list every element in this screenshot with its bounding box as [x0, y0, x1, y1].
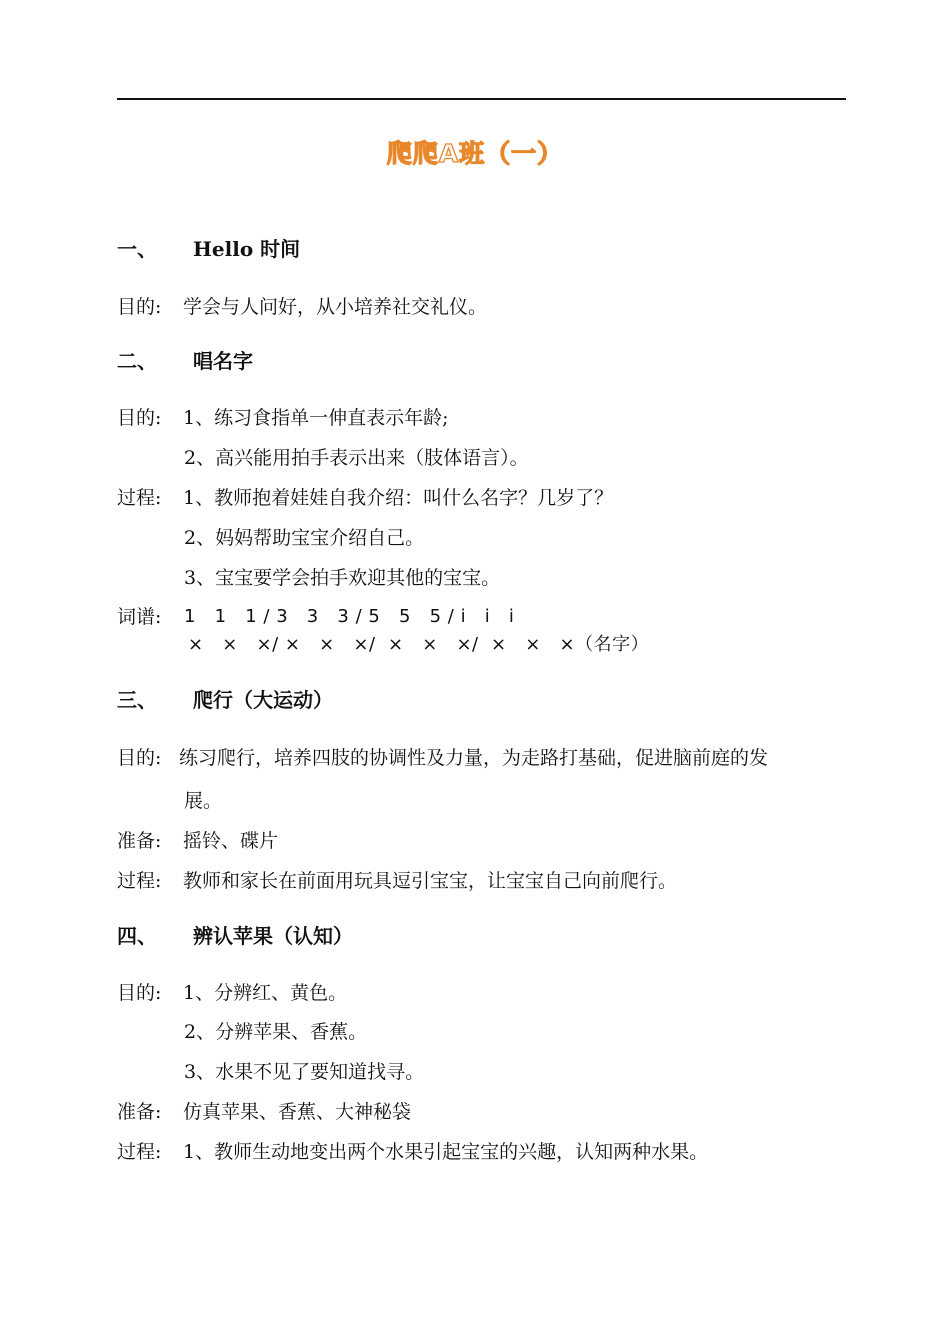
- purpose-text: 学会与人问好，从小培养社交礼仪。: [183, 296, 488, 318]
- section-4-process: [117, 1140, 708, 1164]
- section-1-heading: [117, 237, 300, 261]
- header-rule: [117, 98, 846, 100]
- purpose-text: 展。: [184, 790, 223, 812]
- process-text: 1、教师生动地变出两个水果引起宝宝的兴趣，认知两种水果。: [183, 1141, 709, 1163]
- score-label: 词谱:: [117, 606, 162, 628]
- prep-label: 准备:: [117, 1101, 162, 1123]
- prep-text: 仿真苹果、香蕉、大神秘袋: [183, 1101, 412, 1123]
- purpose-label: 目的:: [117, 407, 162, 429]
- section-number: 二、: [117, 349, 157, 373]
- section-4-heading: [117, 924, 353, 948]
- section-number: 一、: [117, 237, 157, 261]
- section-2-heading: [117, 349, 253, 373]
- section-3-prep: [117, 829, 278, 853]
- process-label: 过程:: [117, 1141, 162, 1163]
- page-title: 爬爬A班（一）: [386, 139, 564, 168]
- score-line-1: 1 1 1 / 3 3 3 / 5 5 5 / i i i: [184, 606, 515, 627]
- section-4-purpose: [117, 981, 347, 1005]
- section-2-purpose: [117, 406, 449, 430]
- section-3-process: [117, 869, 677, 893]
- purpose-label: 目的:: [117, 747, 162, 769]
- purpose-text: 2、分辨苹果、香蕉。: [184, 1021, 368, 1043]
- process-label: 过程:: [117, 487, 162, 509]
- purpose-text: 练习爬行，培养四肢的协调性及力量，为走路打基础，促进脑前庭的发: [179, 747, 769, 769]
- purpose-text: 3、水果不见了要知道找寻。: [184, 1061, 425, 1083]
- purpose-label: 目的:: [117, 296, 162, 318]
- section-title: Hello 时间: [193, 237, 301, 261]
- section-1-purpose: [117, 295, 487, 319]
- prep-label: 准备:: [117, 830, 162, 852]
- section-title: 爬行（大运动）: [193, 688, 333, 712]
- purpose-text: 2、高兴能用拍手表示出来（肢体语言）。: [184, 447, 529, 469]
- process-text: 3、宝宝要学会拍手欢迎其他的宝宝。: [184, 567, 501, 589]
- process-text: 1、教师抱着娃娃自我介绍：叫什么名字？几岁了？: [183, 487, 614, 509]
- section-title: 唱名字: [193, 349, 253, 373]
- purpose-text: 1、分辨红、黄色。: [183, 982, 348, 1004]
- prep-text: 摇铃、碟片: [183, 830, 279, 852]
- purpose-label: 目的:: [117, 982, 162, 1004]
- score-line-2: × × ×/ × × ×/ × × ×/ × × ×（名字）: [188, 634, 650, 655]
- section-4-prep: [117, 1100, 411, 1124]
- section-2-process: [117, 486, 613, 510]
- section-number: 三、: [117, 688, 157, 712]
- score-row: [117, 605, 183, 629]
- process-text: 教师和家长在前面用玩具逗引宝宝，让宝宝自己向前爬行。: [183, 870, 678, 892]
- process-label: 过程:: [117, 870, 162, 892]
- section-3-heading: [117, 688, 333, 712]
- section-title: 辨认苹果（认知）: [193, 924, 353, 948]
- section-3-purpose: [117, 746, 768, 770]
- section-number: 四、: [117, 924, 157, 948]
- purpose-text: 1、练习食指单一伸直表示年龄;: [183, 407, 449, 429]
- process-text: 2、妈妈帮助宝宝介绍自己。: [184, 527, 425, 549]
